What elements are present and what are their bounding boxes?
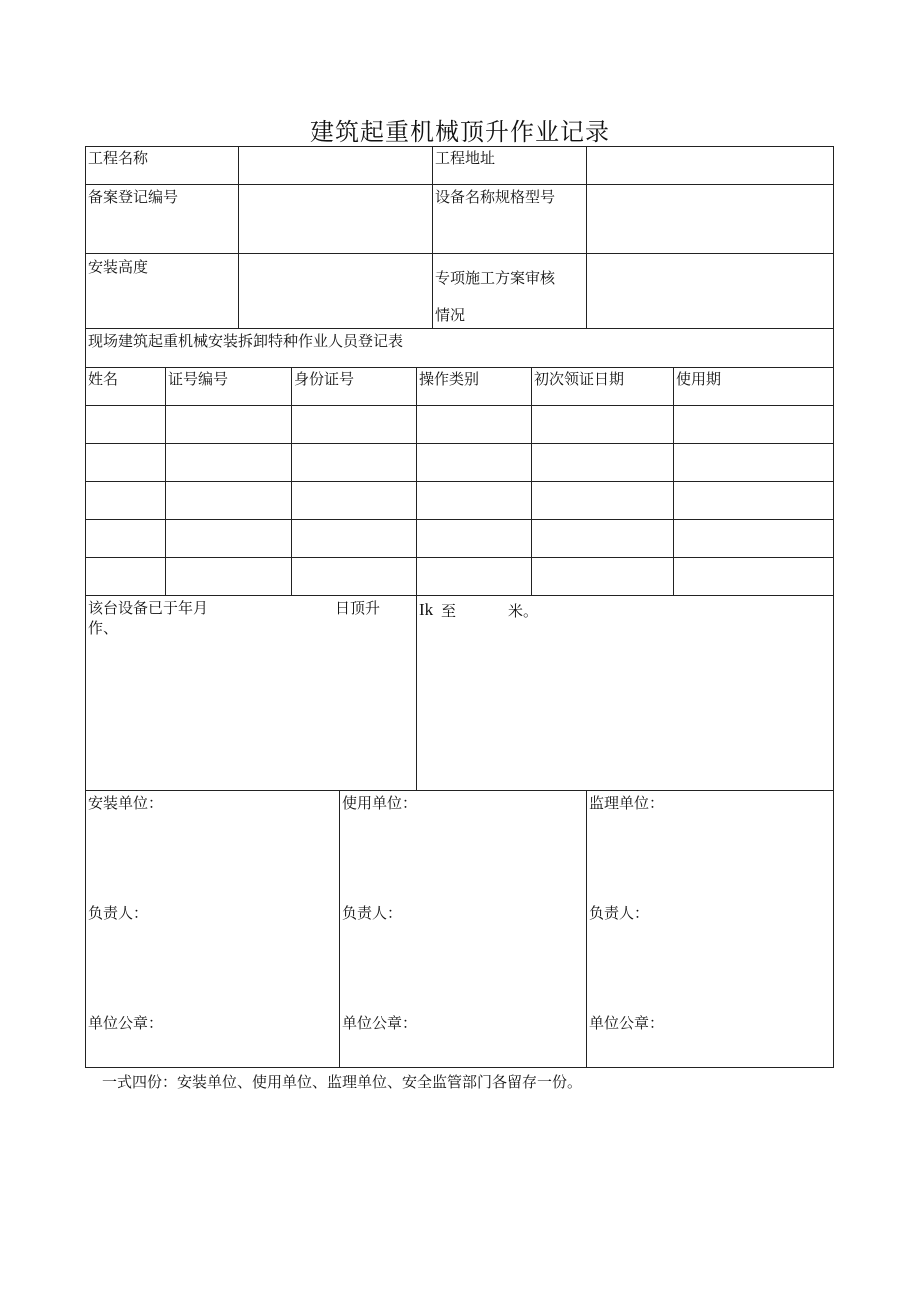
row-divider: [85, 557, 834, 558]
project-name-value[interactable]: [239, 147, 432, 184]
supervision-unit-label: 监理单位：: [589, 794, 665, 812]
user-unit-label: 使用单位：: [342, 794, 418, 812]
jacking-date-text: 该台设备已于年月: [88, 599, 209, 617]
col-divider: [291, 367, 292, 595]
col-header-cert-no: 证号编号: [168, 370, 229, 388]
project-address-label: 工程地址: [435, 149, 496, 167]
supervision-responsible-label: 负责人：: [589, 904, 650, 922]
record-number-label: 备案登记编号: [88, 188, 179, 206]
equipment-model-value[interactable]: [587, 185, 832, 253]
project-name-label: 工程名称: [88, 149, 149, 167]
col-divider: [586, 790, 587, 1067]
plan-review-label: 专项施工方案审核: [435, 269, 556, 287]
supervision-seal-label: 单位公章：: [589, 1014, 665, 1032]
col-header-first-issue-date: 初次领证日期: [534, 370, 625, 388]
install-height-label: 安装高度: [88, 258, 149, 276]
col-divider: [416, 595, 417, 790]
jacking-meters-text: 米。: [508, 602, 539, 620]
plan-review-label-cont: 情况: [435, 306, 466, 324]
row-divider: [85, 595, 834, 596]
row-divider: [85, 367, 834, 368]
jacking-to-text: 至: [441, 602, 457, 620]
record-number-value[interactable]: [239, 185, 432, 253]
col-divider: [416, 367, 417, 595]
row-divider: [85, 481, 834, 482]
col-header-operation-type: 操作类别: [419, 370, 480, 388]
install-unit-label: 安装单位：: [88, 794, 164, 812]
jacking-height-mark: Ik: [419, 600, 434, 619]
col-divider: [432, 146, 433, 328]
row-divider: [85, 443, 834, 444]
install-responsible-label: 负责人：: [88, 904, 149, 922]
col-header-id-no: 身份证号: [294, 370, 355, 388]
footnote: 一式四份：安装单位、使用单位、监理单位、安全监管部门各留存一份。: [102, 1073, 583, 1091]
install-height-value[interactable]: [239, 254, 432, 328]
personnel-section-title: 现场建筑起重机械安装拆卸特种作业人员登记表: [88, 332, 404, 350]
plan-review-value[interactable]: [587, 254, 832, 328]
row-divider: [85, 790, 834, 791]
page-title: 建筑起重机械顶升作业记录: [310, 118, 610, 146]
col-divider: [339, 790, 340, 1067]
col-header-validity: 使用期: [676, 370, 722, 388]
user-seal-label: 单位公章：: [342, 1014, 418, 1032]
row-divider: [85, 328, 834, 329]
project-address-value[interactable]: [587, 147, 832, 184]
row-divider: [85, 405, 834, 406]
row-divider: [85, 519, 834, 520]
col-divider: [673, 367, 674, 595]
equipment-model-label: 设备名称规格型号: [435, 188, 556, 206]
jacking-day-text: 日顶升: [335, 599, 381, 617]
col-divider: [165, 367, 166, 595]
col-header-name: 姓名: [88, 370, 119, 388]
user-responsible-label: 负责人：: [342, 904, 403, 922]
col-divider: [531, 367, 532, 595]
install-seal-label: 单位公章：: [88, 1014, 164, 1032]
jacking-cont-text: 作、: [88, 619, 119, 637]
